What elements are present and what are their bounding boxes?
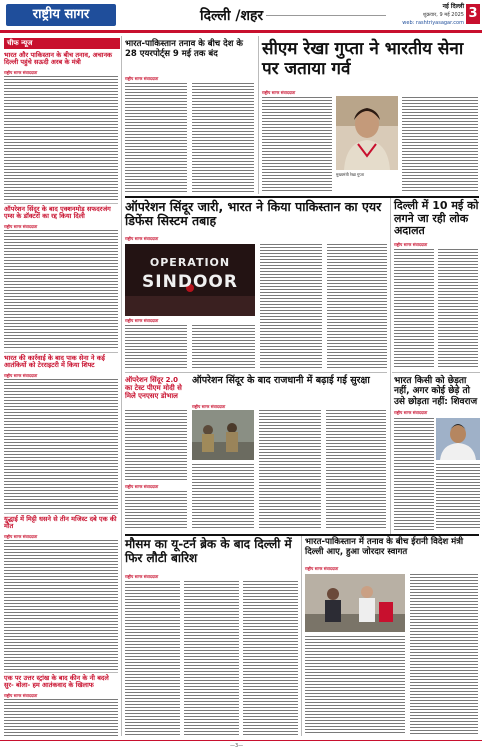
masthead <box>0 0 482 33</box>
story2-body <box>4 230 118 350</box>
story1-byline: राष्ट्रीय सागर संवाददाता <box>4 70 38 75</box>
column-divider <box>258 36 259 194</box>
rekha-gupta-photo <box>336 96 398 170</box>
lok-adalat-byline: राष्ट्रीय सागर संवाददाता <box>394 242 428 247</box>
airports-headline: भारत-पाकिस्तान तनाव के बीच देश के 28 एयरपोर्ट्स 9 मई तक बंद <box>125 39 243 59</box>
newspaper-brand: राष्ट्रीय सागर <box>6 4 116 26</box>
dateline <box>402 3 464 27</box>
shivraj-body-col2 <box>436 464 480 530</box>
iran-fm-body-col1 <box>305 636 405 735</box>
story4-headline: युद्धाई में मिट्टी धसने से तीन मजिस्ट दबे एक की मौत <box>4 515 117 531</box>
airports-body-col2 <box>192 83 254 193</box>
divider <box>4 513 118 514</box>
divider <box>125 372 387 373</box>
delhi-security-body-col1 <box>192 464 254 530</box>
divider <box>392 372 480 373</box>
shivraj-body-col1 <box>394 418 434 530</box>
edition-title: दिल्ली /शहर <box>200 8 264 24</box>
airports-body-col1 <box>125 83 187 193</box>
dateline-date: शुक्रवार, 9 मई 2025 <box>422 12 464 18</box>
story2-byline: राष्ट्रीय सागर संवाददाता <box>4 224 38 229</box>
delhi-security-body-col2 <box>259 410 321 530</box>
section-divider <box>125 196 479 198</box>
delhi-security-byline: राष्ट्रीय सागर संवाददाता <box>192 404 226 409</box>
nsa-story-body-2 <box>125 491 187 529</box>
shivraj-byline: राष्ट्रीय सागर संवाददाता <box>394 410 428 415</box>
page-number: 3 <box>466 4 480 24</box>
lok-adalat-body-col2 <box>438 249 478 369</box>
airports-byline: राष्ट्रीय सागर संवाददाता <box>125 76 159 81</box>
story4-body <box>4 540 118 670</box>
story2-headline: ऑपरेशन सिंदूर के बाद एक्शनमोड़ सफदरजंग एम्स के डॉक्टरों का रद्द किया दिली <box>4 205 111 221</box>
rekha-gupta-headline: सीएम रेखा गुप्ता ने भारतीय सेना पर जताया गर्व <box>262 39 464 79</box>
lok-adalat-headline: दिल्ली में 10 मई को लगने जा रही लोक अदालत <box>394 199 479 238</box>
weather-body-col1 <box>125 581 180 735</box>
portrait-photo-icon <box>436 418 480 460</box>
story3-body <box>4 379 118 511</box>
section-divider <box>125 534 479 536</box>
iran-fm-byline: राष्ट्रीय सागर संवाददाता <box>305 566 339 571</box>
section-label-chief-news: चीफ न्यूज <box>4 38 120 49</box>
operation-sindoor-byline: राष्ट्रीय सागर संवाददाता <box>125 236 159 241</box>
weather-body-col2 <box>184 581 239 735</box>
sindoor-image-byline: राष्ट्रीय सागर संवाददाता <box>125 318 159 323</box>
delhi-security-body-col3 <box>326 410 386 530</box>
sindoor-image-text-top: OPERATION <box>149 256 231 269</box>
sindoor-body-col3 <box>260 244 322 369</box>
story3-headline: भारत की कार्रवाई के बाद पाक सेना ने कई आतंकियों को टेरराइटरी में किया शिफ्ट <box>4 354 105 370</box>
operation-sindoor-headline: ऑपरेशन सिंदूर जारी, भारत ने किया पाकिस्तान का एयर डिफेंस सिस्टम तबाह <box>125 199 382 229</box>
column-divider <box>390 198 391 534</box>
weather-body-col3 <box>243 581 298 735</box>
divider <box>4 672 118 673</box>
shivraj-headline: भारत किसी को छेड़ता नहीं, अगर कोई छेड़े तो उसे छोड़ता नहीं: शिवराज <box>394 376 478 407</box>
story1-body <box>4 76 118 200</box>
divider <box>4 352 118 353</box>
nsa-story-body <box>125 410 187 480</box>
sindoor-image-text-bottom: SINDOOR <box>142 272 238 292</box>
rekha-gupta-body-col2 <box>402 97 478 193</box>
story5-body <box>4 699 118 737</box>
footer-page-marker: —3— <box>230 743 244 749</box>
rekha-gupta-body-col1 <box>262 97 332 193</box>
column-divider <box>301 536 302 736</box>
sindoor-body-col2 <box>192 325 255 369</box>
welcome-photo-icon <box>305 574 405 632</box>
iran-fm-body-col2 <box>410 574 478 735</box>
story4-byline: राष्ट्रीय सागर संवाददाता <box>4 534 38 539</box>
nsa-story-byline: राष्ट्रीय सागर संवाददाता <box>125 484 159 489</box>
delhi-security-photo <box>192 410 254 460</box>
delhi-security-headline: ऑपरेशन सिंदूर के बाद राजधानी में बढ़ाई गई सुरक्षा <box>192 375 370 386</box>
dateline-city: नई दिल्ली <box>442 3 464 10</box>
dateline-website: web: rashtriyasagar.com <box>402 20 464 26</box>
sindoor-body-col4 <box>327 244 387 369</box>
story5-byline: राष्ट्रीय सागर संवाददाता <box>4 693 38 698</box>
nsa-story-headline: ऑपरेशन सिंदूर 2.0 का टेस्ट पीएम मोदी से मिले एनएसए डोभाल <box>125 376 182 401</box>
rekha-gupta-byline: राष्ट्रीय सागर संवाददाता <box>262 90 296 95</box>
portrait-photo-icon <box>336 96 398 170</box>
rekha-gupta-photo-caption: मुख्यमंत्री रेखा गुप्ता <box>336 172 364 177</box>
column-divider <box>121 36 122 736</box>
divider <box>4 203 118 204</box>
edition-divider <box>266 15 386 16</box>
lok-adalat-body-col1 <box>394 249 434 369</box>
operation-sindoor-image <box>125 244 255 316</box>
story3-byline: राष्ट्रीय सागर संवाददाता <box>4 373 38 378</box>
iran-fm-headline: भारत-पाकिस्तान में तनाव के बीच ईरानी विदेश मंत्री दिल्ली आए, हुआ जोरदार स्वागत <box>305 537 464 557</box>
story5-headline: एक पर उत्तर स्ट्रांख के बाद कीन के नी बदले सुर- बोला- हम आतंकवाद के खिलाफ <box>4 674 109 690</box>
page-footer <box>0 740 482 756</box>
weather-byline: राष्ट्रीय सागर संवाददाता <box>125 574 159 579</box>
shivraj-photo <box>436 418 480 460</box>
iran-fm-photo <box>305 574 405 632</box>
police-photo-icon <box>192 410 254 460</box>
story1-headline: भारत और पाकिस्तान के बीच तनाव, अचानक दिल्ली पहुंचे सऊदी अरब के मंत्री <box>4 51 113 67</box>
sindoor-body-col1 <box>125 325 187 369</box>
weather-headline: मौसम का यू-टर्न ब्रेक के बाद दिल्ली में फिर लौटी बारिश <box>125 537 292 565</box>
